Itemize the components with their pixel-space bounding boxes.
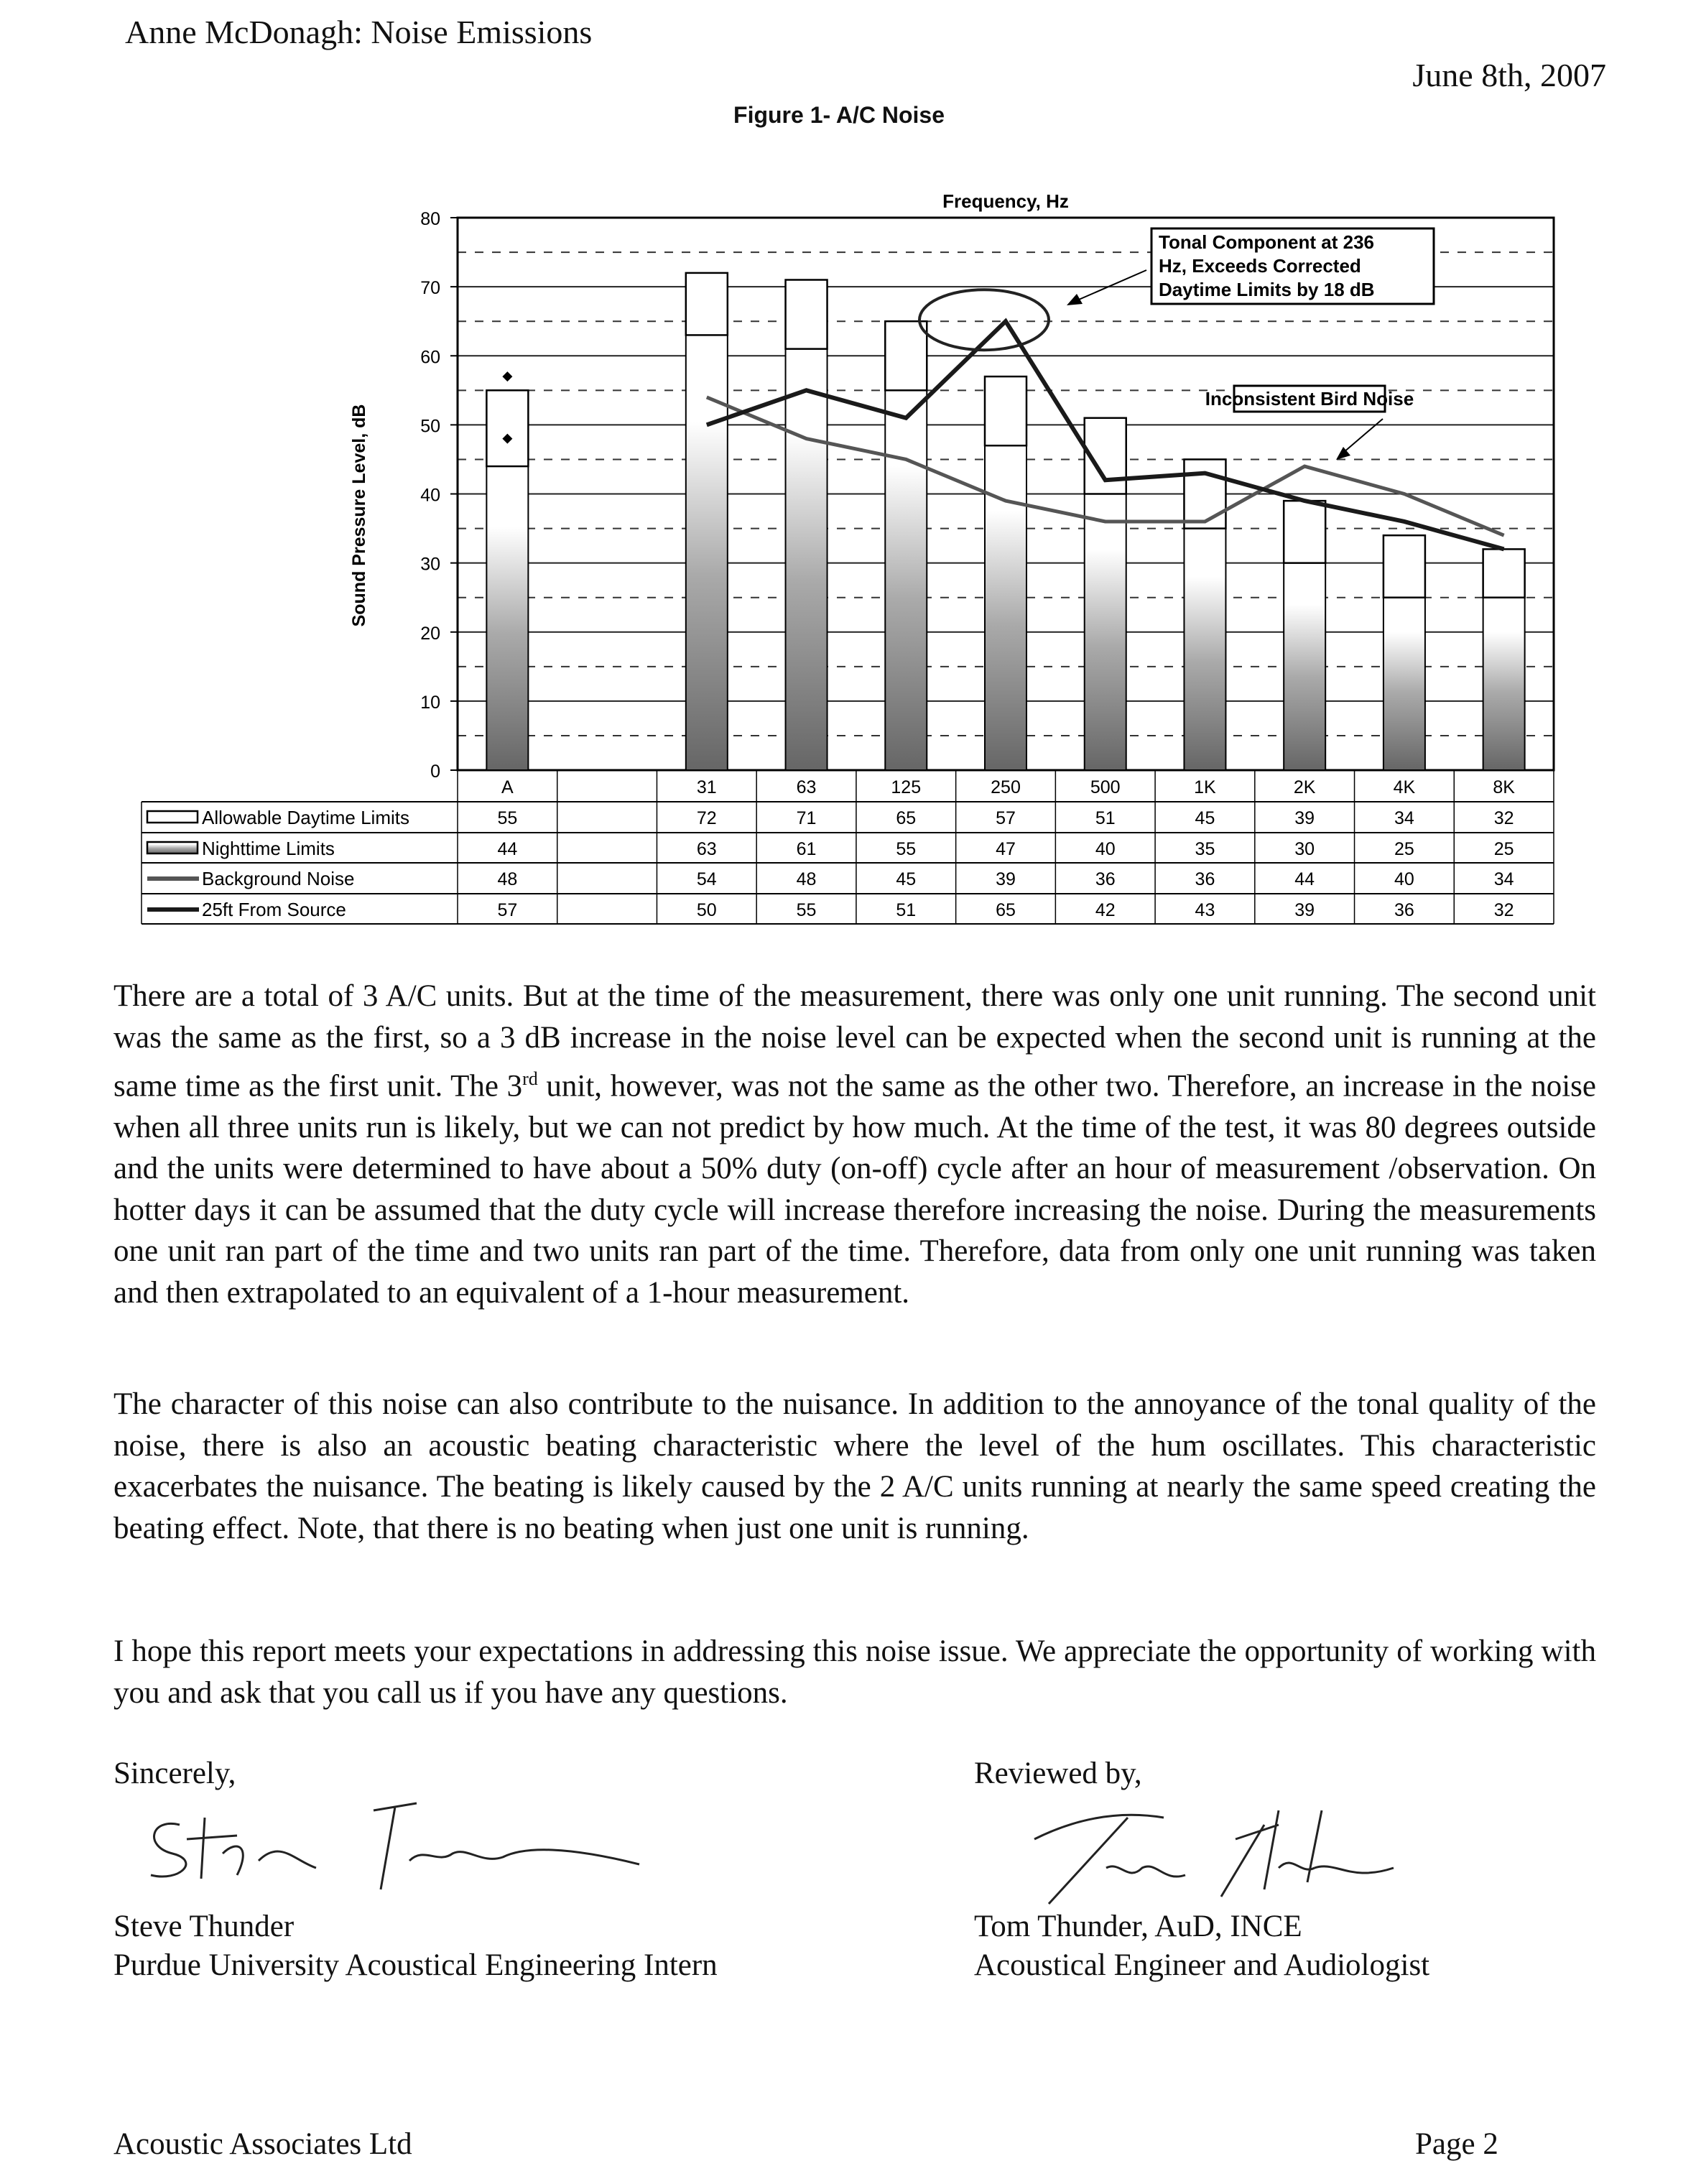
annotation-tonal-line: Hz, Exceeds Corrected — [1159, 255, 1361, 277]
y-tick-label: 20 — [420, 623, 440, 644]
table-cell: 55 — [796, 900, 817, 920]
table-cell: 57 — [497, 900, 518, 920]
signer-left — [113, 1907, 718, 1985]
table-cell: 72 — [696, 808, 717, 828]
table-header-cell: 250 — [991, 777, 1021, 797]
signature-tom-thunder — [1020, 1796, 1422, 1911]
table-cell: 55 — [497, 808, 518, 828]
y-tick-label: 30 — [420, 554, 440, 575]
table-header-cell: 31 — [696, 777, 717, 797]
paragraph-1 — [113, 976, 1596, 1313]
paragraph-1-text-b: unit, however, was not the same as the other two. Therefore, an increase in the noise when all three units run is likely, but we can not predict by how much. At the time of the test, it was 80 degrees outside and the units were determined to have about a 50% duty (on-off) cycle after an hour of measurement /observation. On hotter days it can be assumed that the duty cycle will increase therefore increasing the noise. During the measurements one unit ran part of the time and two units ran part of the time. Therefore, data from only one unit running was taken and then extrapolated to an equivalent of a 1-hour measurement. — [113, 1069, 1596, 1310]
bar-daytime-63 — [786, 280, 828, 349]
table-cell: 30 — [1294, 839, 1315, 859]
table-cell: 57 — [996, 808, 1016, 828]
document-date: June 8th, 2007 — [1412, 57, 1606, 93]
table-header-cell: 8K — [1493, 777, 1515, 797]
table-header-cell: 1K — [1194, 777, 1216, 797]
bar-nighttime-1K — [1184, 529, 1225, 770]
table-cell: 55 — [896, 839, 917, 859]
table-header-cell: 500 — [1090, 777, 1121, 797]
table-cell: 40 — [1394, 869, 1414, 889]
legend-label: 25ft From Source — [202, 899, 346, 920]
signer-right-title: Acoustical Engineer and Audiologist — [974, 1948, 1430, 1982]
table-cell: 47 — [996, 839, 1016, 859]
table-cell: 65 — [896, 808, 917, 828]
chart-title: Frequency, Hz — [942, 190, 1069, 212]
closing-sincerely: Sincerely, — [113, 1757, 236, 1790]
table-cell: 63 — [696, 839, 717, 859]
bar-nighttime-2K — [1284, 563, 1325, 770]
y-tick-label: 0 — [430, 762, 440, 782]
bar-nighttime-31 — [686, 335, 728, 770]
table-cell: 34 — [1493, 869, 1514, 889]
signer-right-name: Tom Thunder, AuD, INCE — [974, 1910, 1302, 1943]
table-header-cell: A — [501, 777, 514, 797]
table-header-cell: 63 — [796, 777, 817, 797]
y-tick-label: 10 — [420, 692, 440, 713]
table-cell: 40 — [1095, 839, 1116, 859]
table-cell: 25 — [1493, 839, 1514, 859]
signer-left-title: Purdue University Acoustical Engineering Intern — [113, 1948, 718, 1982]
paragraph-1-text-a: There are a total of 3 A/C units. But at the time of the measurement, there was only one unit running. The second unit was the same as the first, so a 3 dB increase in the noise level can be expected when the second unit is running at the same time as the first unit. The 3 — [113, 979, 1596, 1103]
table-cell: 51 — [896, 900, 917, 920]
table-cell: 45 — [896, 869, 917, 889]
document-header-title: Anne McDonagh: Noise Emissions — [125, 14, 593, 50]
bar-daytime-125 — [885, 321, 927, 390]
table-cell: 65 — [996, 900, 1016, 920]
bar-nighttime-500 — [1085, 494, 1126, 771]
table-cell: 42 — [1095, 900, 1116, 920]
table-cell: 32 — [1493, 808, 1514, 828]
bar-daytime-4K — [1383, 535, 1425, 598]
superscript: rd — [522, 1068, 538, 1089]
table-cell: 39 — [1294, 900, 1315, 920]
annotation-tonal-line: Daytime Limits by 18 dB — [1159, 279, 1375, 300]
signer-right — [974, 1907, 1429, 1985]
y-tick-label: 40 — [420, 485, 440, 506]
table-cell: 35 — [1195, 839, 1215, 859]
table-cell: 39 — [996, 869, 1016, 889]
closing-reviewed: Reviewed by, — [974, 1757, 1142, 1790]
bar-daytime-31 — [686, 273, 728, 336]
annotation-arrow-bird — [1343, 419, 1383, 453]
table-cell: 32 — [1493, 900, 1514, 920]
bar-nighttime-63 — [786, 349, 828, 770]
footer-company: Acoustic Associates Ltd — [113, 2127, 412, 2161]
table-cell: 36 — [1394, 900, 1414, 920]
table-cell: 39 — [1294, 808, 1315, 828]
annotation-arrow-tonal — [1074, 270, 1146, 302]
legend-swatch-daytime — [147, 811, 198, 823]
table-cell: 45 — [1195, 808, 1215, 828]
annotation-bird-text: Inconsistent Bird Noise — [1205, 388, 1414, 410]
bar-nighttime-8K — [1483, 598, 1525, 770]
table-cell: 25 — [1394, 839, 1414, 859]
table-cell: 71 — [796, 808, 817, 828]
marker-a-3 — [502, 371, 512, 381]
bar-nighttime-4K — [1383, 598, 1425, 770]
legend-label: Allowable Daytime Limits — [202, 807, 409, 828]
bar-daytime-1K — [1184, 459, 1225, 528]
figure-title: Figure 1- A/C Noise — [733, 102, 945, 128]
paragraph-2: The character of this noise can also contribute to the nuisance. In addition to the annoyance of the tonal quality of the noise, there is also an acoustic beating characteristic where the level of the hum oscillates. This characteristic exacerbates the nuisance. The beating is likely caused by the 2 A/C units running at nearly the same speed creating the beating effect. Note, that there is no beating when just one unit is running. — [113, 1387, 1596, 1545]
table-cell: 50 — [696, 900, 717, 920]
y-tick-label: 60 — [420, 347, 440, 368]
annotation-tonal-line: Tonal Component at 236 — [1159, 231, 1374, 253]
table-header-cell: 125 — [891, 777, 922, 797]
table-cell: 61 — [796, 839, 817, 859]
paragraph-3: I hope this report meets your expectations in addressing this noise issue. We appreciate the opportunity of working with you and ask that you call us if you have any questions. — [113, 1634, 1596, 1710]
footer-page: Page 2 — [1415, 2127, 1498, 2161]
bar-daytime-250 — [985, 376, 1026, 445]
y-axis-label: Sound Pressure Level, dB — [349, 404, 369, 627]
bar-daytime-2K — [1284, 501, 1325, 563]
legend-swatch-nighttime — [147, 842, 198, 853]
table-cell: 48 — [497, 869, 518, 889]
table-cell: 54 — [696, 869, 717, 889]
table-cell: 34 — [1394, 808, 1414, 828]
table-cell: 51 — [1095, 808, 1116, 828]
y-tick-label: 80 — [420, 209, 440, 229]
y-tick-label: 70 — [420, 278, 440, 299]
bar-daytime-A — [486, 390, 528, 466]
table-cell: 44 — [497, 839, 518, 859]
table-cell: 44 — [1294, 869, 1315, 889]
signature-steve-thunder — [136, 1796, 654, 1904]
bar-daytime-8K — [1483, 549, 1525, 597]
legend-label: Background Noise — [202, 868, 355, 889]
bar-nighttime-A — [486, 466, 528, 770]
table-cell: 36 — [1095, 869, 1116, 889]
table-header-cell: 4K — [1393, 777, 1416, 797]
y-tick-label: 50 — [420, 416, 440, 437]
noise-chart — [0, 0, 1701, 934]
table-cell: 36 — [1195, 869, 1215, 889]
table-cell: 48 — [796, 869, 817, 889]
table-cell: 43 — [1195, 900, 1215, 920]
signer-left-name: Steve Thunder — [113, 1910, 295, 1943]
legend-label: Nighttime Limits — [202, 838, 335, 859]
bar-nighttime-125 — [885, 390, 927, 770]
table-header-cell: 2K — [1293, 777, 1316, 797]
